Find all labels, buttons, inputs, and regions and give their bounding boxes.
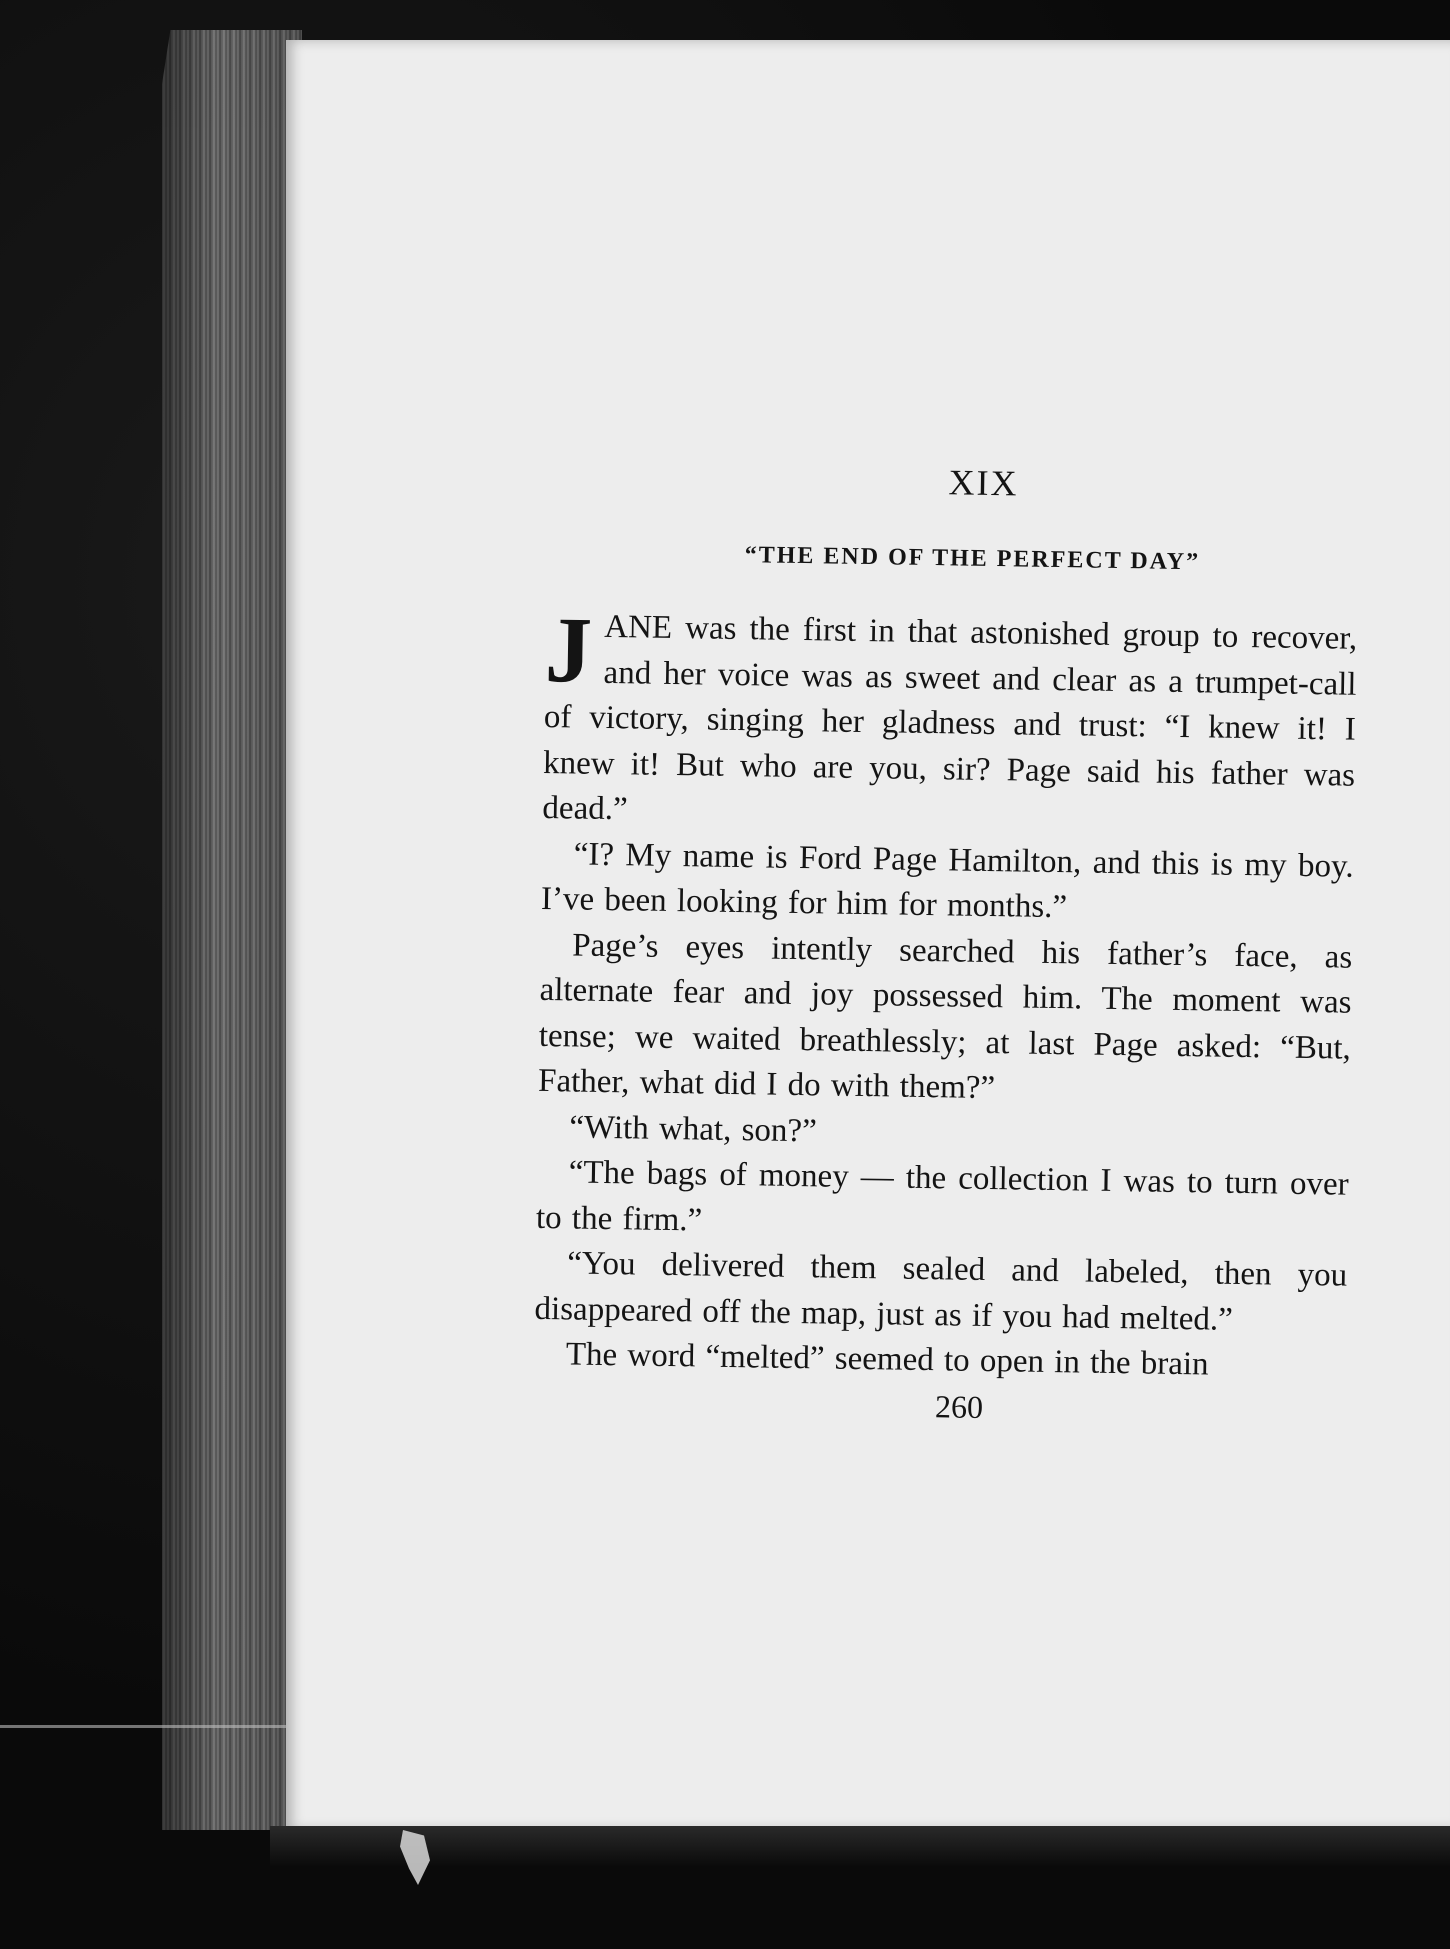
scan-artifact-line xyxy=(0,1725,300,1728)
paragraph-1-text: ANE was the first in that astonished group to recover, and her voice was as sweet and clear as a trumpet-call of victory, singing her gladness and trust: “I knew it! I knew it! But who are you, sir? Page said his father was dead.” xyxy=(542,608,1358,828)
drop-cap: J xyxy=(544,597,593,703)
paragraph-2: “I? My name is Ford Page Hamilton, and this is my boy. I’ve been looking for him for months.” xyxy=(540,835,1354,926)
paragraph-6: “You delivered them sealed and labeled, then you disappeared off the map, just as if you had melted.” xyxy=(534,1245,1348,1338)
page-bottom-shadow xyxy=(270,1826,1450,1866)
page-block-edge xyxy=(162,30,302,1830)
paragraph-3: Page’s eyes intently searched his father’s face, as alternate fear and joy possessed him. The moment was tense; we waited breathlessly; at last Page asked: “But, Father, what did I do with them?” xyxy=(537,926,1353,1107)
paragraph-7: The word “melted” seemed to open in the brain xyxy=(565,1336,1209,1383)
page-number: 260 xyxy=(934,1387,984,1425)
page-text-block xyxy=(533,455,1360,1431)
paragraph-5: “The bags of money — the collection I was to turn over to the firm.” xyxy=(535,1154,1349,1239)
paragraph-1 xyxy=(542,597,1358,844)
paragraph-4: “With what, son?” xyxy=(569,1108,818,1149)
chapter-number: XIX xyxy=(948,462,1019,504)
chapter-title: “THE END OF THE PERFECT DAY” xyxy=(744,542,1201,576)
